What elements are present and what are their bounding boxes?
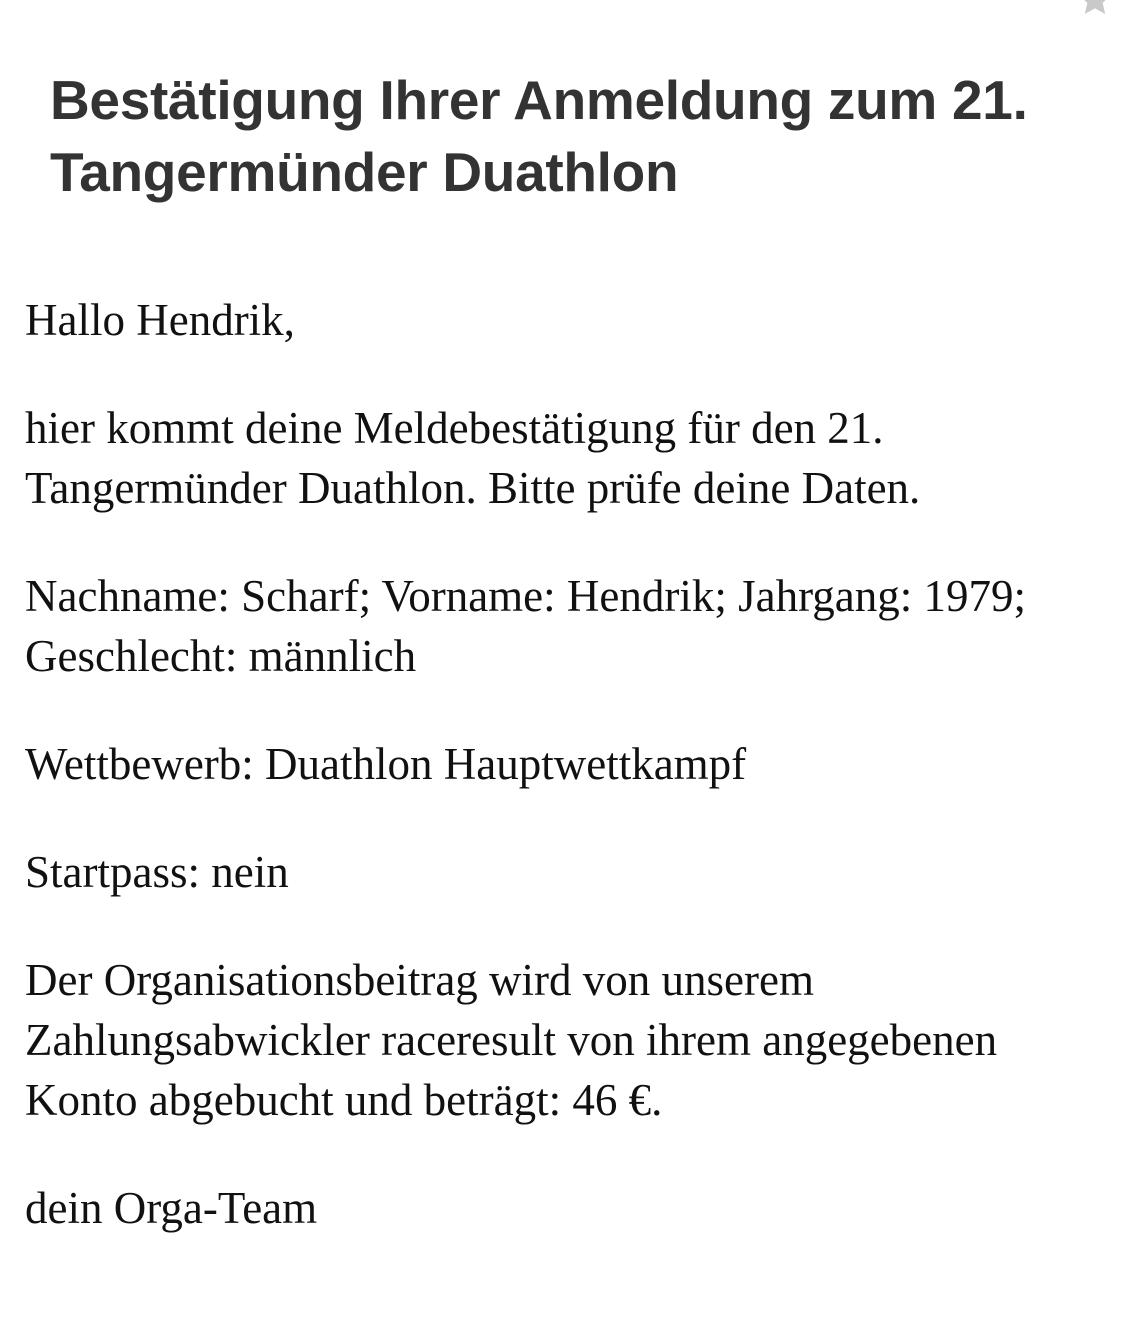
fee-line-1: Der Organisationsbeitrag wird von unserem bbox=[25, 955, 814, 1005]
competition-text: Wettbewerb: Duathlon Hauptwettkampf bbox=[25, 739, 747, 789]
startpass-text: Startpass: nein bbox=[25, 847, 289, 897]
star-icon[interactable] bbox=[1074, 0, 1116, 12]
competition-info bbox=[25, 734, 1135, 794]
fee-paragraph bbox=[25, 950, 1135, 1130]
intro-line-2: Tangermünder Duathlon. Bitte prüfe deine Daten. bbox=[25, 463, 921, 513]
email-body bbox=[25, 290, 1135, 1286]
participant-details bbox=[25, 566, 1135, 686]
details-line-2: Geschlecht: männlich bbox=[25, 631, 417, 681]
email-subject bbox=[50, 64, 1130, 208]
subject-line-1: Bestätigung Ihrer Anmeldung zum 21. bbox=[50, 69, 1028, 131]
signoff bbox=[25, 1178, 1135, 1238]
subject-line-2: Tangermünder Duathlon bbox=[50, 141, 679, 203]
intro-paragraph bbox=[25, 398, 1135, 518]
fee-line-2: Zahlungsabwickler raceresult von ihrem angegebenen bbox=[25, 1015, 998, 1065]
startpass-info bbox=[25, 842, 1135, 902]
star-icon-shape bbox=[1074, 0, 1116, 20]
signoff-text: dein Orga-Team bbox=[25, 1183, 318, 1233]
intro-line-1: hier kommt deine Meldebestätigung für den 21. bbox=[25, 403, 884, 453]
greeting bbox=[25, 290, 1135, 350]
details-line-1: Nachname: Scharf; Vorname: Hendrik; Jahrgang: 1979; bbox=[25, 571, 1027, 621]
fee-line-3: Konto abgebucht und beträgt: 46 €. bbox=[25, 1075, 663, 1125]
greeting-text: Hallo Hendrik, bbox=[25, 295, 295, 345]
